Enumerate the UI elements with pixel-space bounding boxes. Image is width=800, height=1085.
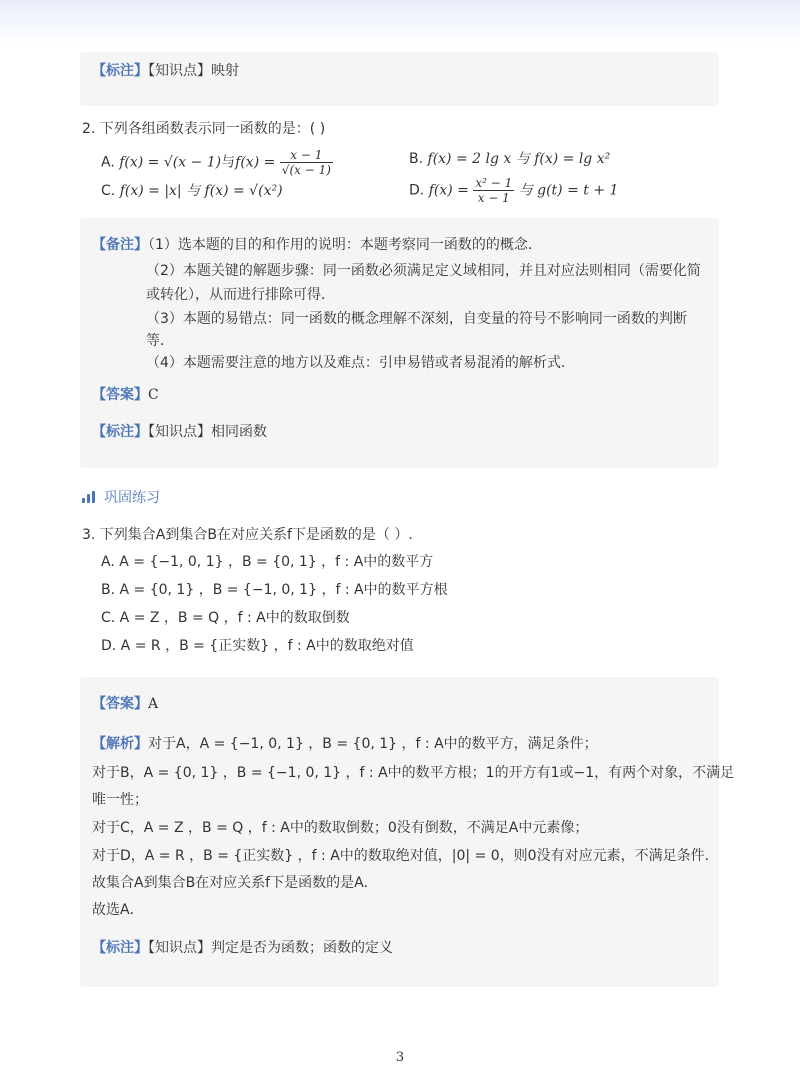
- analysis-4: 对于D，A = R ，B = {正实数} ，f : A中的数取绝对值，|0| = 0，则0没有对应元素，不满足条件．: [92, 848, 719, 864]
- q2-option-d-frac-den: x − 1: [477, 191, 510, 205]
- analysis-2a: 对于B，A = {0, 1} ，B = {−1, 0, 1} ，f : A中的数平方根；1的开方有1或−1，有两个对象，不满足: [92, 765, 735, 781]
- answer-line: [92, 384, 159, 406]
- section-heading: [82, 486, 160, 508]
- q2-option-b: [409, 148, 610, 170]
- q2-option-a-frac-den: √(x − 1): [281, 163, 331, 177]
- q3-option-c: C. A = Z ，B = Q ，f : A中的数取倒数: [101, 610, 350, 626]
- note-line-1: [92, 234, 542, 256]
- note-3a: （3）本题的易错点：同一函数的概念理解不深刻，自变量的符号不影响同一函数的判断: [146, 311, 687, 327]
- mark-line-3: [92, 937, 393, 959]
- q2-option-a-fraction: [280, 148, 333, 177]
- remark-box-2: [80, 218, 719, 468]
- q2-option-d-fraction: [473, 176, 514, 205]
- analysis-6: 故选A．: [92, 902, 144, 918]
- q2-option-a-yu: 与: [221, 154, 236, 171]
- q2-option-d: [409, 176, 618, 205]
- answer-tag-3: 【答案】: [92, 696, 148, 712]
- q2-option-a-f1: f(x) = √(x − 1): [119, 154, 222, 171]
- answer-line-3: [92, 693, 158, 715]
- analysis-tag: 【解析】: [92, 736, 148, 752]
- q2-option-d-frac-num: x² − 1: [475, 176, 513, 190]
- q3-option-d: D. A = R ，B = {正实数} ，f : A中的数取绝对值: [101, 638, 414, 654]
- mark-text: 【知识点】映射: [148, 63, 239, 79]
- mark-tag-2: 【标注】: [92, 424, 148, 440]
- note-2a: （2）本题关键的解题步骤：同一函数必须满足定义域相同，并且对应法则相同（需要化简: [146, 263, 701, 279]
- note-1: （1）选本题的目的和作用的说明：本题考察同一函数的的概念．: [148, 237, 542, 253]
- answer-value-3: A: [148, 696, 159, 712]
- analysis-line-1: [92, 733, 598, 755]
- q2-option-a-f2-lhs: f(x) =: [235, 154, 276, 171]
- note-tag: 【备注】: [92, 237, 148, 253]
- analysis-1: 对于A，A = {−1, 0, 1} ，B = {0, 1} ，f : A中的数平方，满足条件；: [148, 736, 598, 752]
- mark-tag: 【标注】: [92, 63, 148, 79]
- question-2-stem: 2. 下列各组函数表示同一函数的是：( ): [82, 121, 326, 137]
- remark-box-1: [80, 52, 719, 106]
- analysis-5: 故集合A到集合B在对应关系f下是函数的是A．: [92, 875, 378, 891]
- q2-option-c-text: f(x) = |x| 与 f(x) = √(x²): [119, 183, 283, 199]
- header-decoration: [0, 0, 800, 46]
- mark-text-2: 【知识点】相同函数: [148, 424, 267, 440]
- remark-box-3: [80, 677, 735, 987]
- q3-option-b: B. A = {0, 1} ，B = {−1, 0, 1} ，f : A中的数平方根: [101, 582, 448, 598]
- question-3-stem: 3. 下列集合A到集合B在对应关系f下是函数的是（ ）.: [82, 527, 413, 543]
- answer-value: C: [148, 387, 159, 403]
- q3-option-a: A. A = {−1, 0, 1} ，B = {0, 1} ，f : A中的数平方: [101, 554, 434, 570]
- q2-option-c: [101, 180, 283, 202]
- q2-option-b-label: B.: [409, 151, 424, 167]
- q2-option-a-frac-num: x − 1: [280, 148, 333, 163]
- mark-tag-3: 【标注】: [92, 940, 148, 956]
- mark-line-2: [92, 421, 267, 443]
- analysis-3: 对于C，A = Z ，B = Q ，f : A中的数取倒数；0没有倒数，不满足A中元素像；: [92, 820, 589, 836]
- q2-option-d-lhs: f(x) =: [428, 182, 469, 199]
- page-number: 3: [395, 1050, 405, 1065]
- mark-line: [92, 60, 239, 82]
- bar-chart-icon: [82, 491, 96, 503]
- note-3b: 等．: [146, 333, 174, 349]
- q2-option-a: [101, 148, 333, 177]
- q2-option-d-label: D.: [409, 182, 425, 199]
- answer-tag: 【答案】: [92, 387, 148, 403]
- q2-option-d-rest: 与 g(t) = t + 1: [518, 182, 619, 199]
- analysis-2b: 唯一性；: [92, 792, 148, 808]
- q2-option-c-label: C.: [101, 183, 116, 199]
- note-4: （4）本题需要注意的地方以及难点：引申易错或者易混淆的解析式.: [146, 355, 566, 371]
- q2-option-b-text: f(x) = 2 lg x 与 f(x) = lg x²: [427, 151, 611, 167]
- section-title: 巩固练习: [104, 490, 160, 506]
- mark-text-3: 【知识点】判定是否为函数；函数的定义: [148, 940, 393, 956]
- note-2b: 或转化），从而进行排除可得．: [146, 287, 335, 303]
- q2-option-a-label: A.: [101, 154, 115, 171]
